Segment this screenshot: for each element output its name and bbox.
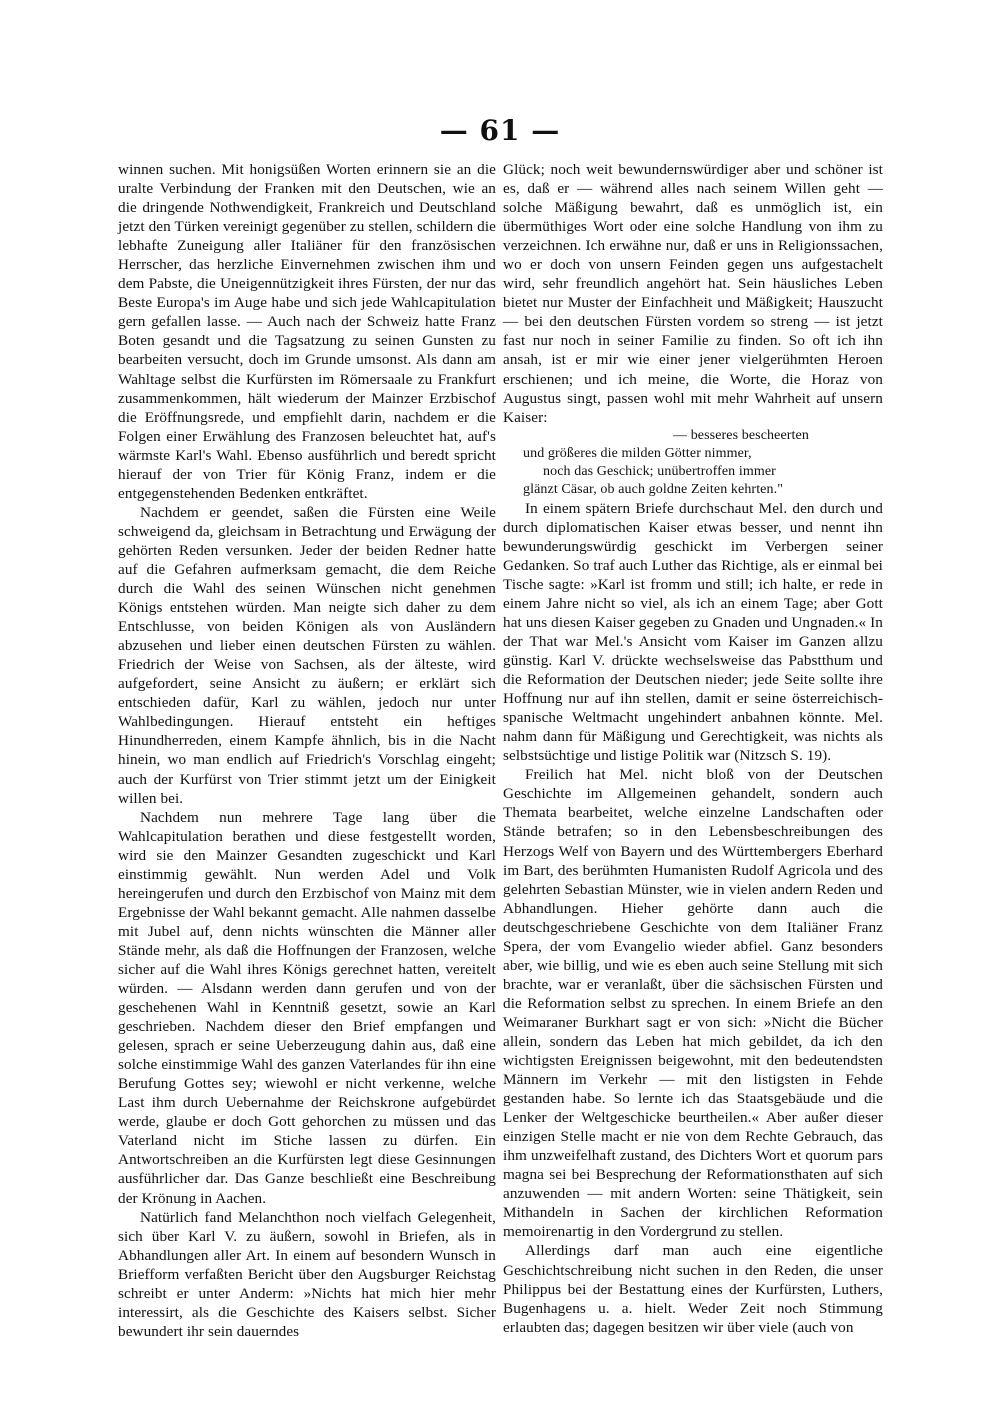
paragraph: Glück; noch weit bewundernswürdiger aber und schöner ist es, daß er — während alles nach seinem Willen geht — solche Mäßigung bewahrt, daß es unmöglich ist, ein übermüthiges Wort oder eine solche Handlung von ihm zu verzeichnen. Ich erwähne nur, daß er uns in Religionssachen, wo er doch von unsern Feinden gegen uns aufgestachelt wird, sehr freundlich angehört hat. Sein häusliches Leben bietet nur Muster der Einfachheit und Mäßigkeit; Hauszucht — bei den deutschen Fürsten vordem so streng — ist jetzt fast nur noch in seiner Familie zu finden. So oft ich ihn ansah, ist er mir wie einer jener vielgerühmten Heroen erschienen; und ich meine, die Worte, die Horaz von Augustus singt, passen wohl mit mehr Wahrheit auf unsern Kaiser: <box>503 161 883 426</box>
verse-quote <box>503 427 883 499</box>
verse-line: und größeres die milden Götter nimmer, <box>523 445 752 461</box>
verse-line: — besseres bescheerten <box>673 427 809 443</box>
paragraph: Nachdem er geendet, saßen die Fürsten eine Weile schweigend da, gleichsam in Betrachtung und Erwägung der gehörten Reden versunken. Jeder der beiden Redner hatte auf die Gefahren aufmerksam gemacht, die dem Reiche durch die Wahl des seinen Wünschen nicht genehmen Königs entstehen würden. Man neigte sich daher zu dem Entschlusse, von beiden Königen als von Ausländern abzusehen und lieber einen deutschen Fürsten zu wählen. Friedrich der Weise von Sachsen, als der älteste, wird aufgefordert, seine Ansicht zu äußern; er erklärt sich entschieden dafür, Karl zu wählen, jedoch nur unter Wahlbedingungen. Hierauf entsteht ein heftiges Hinundherreden, einem Kampfe ähnlich, bis in die Nacht hinein, wo man endlich auf Friedrich's Vorschlag eingeht; auch der Kurfürst von Trier stimmt jetzt um der Einigkeit willen bei. <box>118 503 496 807</box>
paragraph: Freilich hat Mel. nicht bloß von der Deutschen Geschichte im Allgemeinen gehandelt, sondern auch Themata bearbeitet, welche einzelne Landschaften oder Stände betrafen; so in den Lebensbeschreibungen des Herzogs Welf von Bayern und des Württembergers Eberhard im Bart, des berühmten Humanisten Rudolf Agricola und des gelehrten Sebastian Münster, wie in vielen andern Reden und Abhandlungen. Hieher gehörte dann auch die deutschgeschriebene Geschichte von dem Italiäner Franz Spera, der vom Evangelio wieder abfiel. Ganz besonders aber, wie billig, und wie es eben auch seine Stellung mit sich brachte, war er veranlaßt, über die sächsischen Fürsten und die Reformation selbst zu sprechen. In einem Briefe an den Weimaraner Burkhart sagt er von sich: »Nicht die Bücher allein, sondern das Leben hat mich gebildet, da ich den wichtigsten Ereignissen beigewohnt, mit den bedeutendsten Männern im Verkehr — mit den listigsten in Fehde gestanden habe. So lernte ich das Staatsgebäude und die Lenker der Weltgeschicke beurtheilen.« Aber außer dieser einzigen Stelle macht er nie von dem Rechte Gebrauch, das ihm unzweifelhaft zustand, des Dichters Wort et quorum pars magna sei bei Besprechung der Reformationsthaten auf sich anzuwenden — mit andern Worten: seine Thätigkeit, sein Mithandeln in Sachen der kirchlichen Reformation memoirenartig in den Vordergrund zu stellen. <box>503 766 883 1241</box>
paragraph: In einem spätern Briefe durchschaut Mel. den durch und durch diplomatischen Kaiser etwas besser, und nennt ihn bewunderungswürdig geschickt im Verbergen seiner Gedanken. So traf auch Luther das Richtige, als er einmal bei Tische sagte: »Karl ist fromm und still; ich halte, er rede in einem Jahre nicht so viel, als ich an einem Tage; aber Gott hat uns diesen Kaiser gegeben zu Gnaden und Ungnaden.« In der That war Mel.'s Ansicht vom Kaiser im Ganzen allzu günstig. Karl V. drückte wechselsweise das Pabstthum und die Reformation der Deutschen nieder; jede Seite sollte ihre Hoffnung nur auf ihn stellen, damit er seine österreichisch-spanische Weltmacht ungehindert anbahnen könnte. Mel. nahm dann für Mäßigung und Gerechtigkeit, was nichts als selbstsüchtige und listige Politik war (Nitzsch S. 19). <box>503 499 883 765</box>
paragraph: winnen suchen. Mit honigsüßen Worten erinnern sie an die uralte Verbindung der Franken mit den Deutschen, wie an die dringende Nothwendigkeit, Frankreich und Deutschland jetzt den Türken vereinigt gegenüber zu stellen, schildern die lebhafte Zuneigung aller Italiäner für den französischen Herrscher, das herzliche Einvernehmen zwischen ihm und dem Pabste, die Uneigennützigkeit ihres Fürsten, der nur das Beste Europa's im Auge habe und sich jede Wahlcapitulation gern gefallen lasse. — Auch nach der Schweiz hatte Franz Boten gesandt und die Tagsatzung zu seinen Gunsten zu bearbeiten versucht, doch im Grunde umsonst. Als dann am Wahltage selbst die Kurfürsten im Römersaale zu Frankfurt zusammenkommen, hält wiederum der Mainzer Erzbischof die Eröffnungsrede, und empfiehlt darin, nachdem er die Folgen einer Erwählung des Franzosen beleuchtet hat, auf's wärmste Karl's Wahl. Ebenso ausführlich und beredt spricht hierauf der von Trier für König Franz, indem er die entgegenstehenden Bedenken entkräftet. <box>118 161 496 502</box>
verse-line: noch das Geschick; unübertroffen immer <box>543 463 776 479</box>
paragraph: Natürlich fand Melanchthon noch vielfach Gelegenheit, sich über Karl V. zu äußern, sowohl in Briefen, als in Abhandlungen aller Art. In einem auf besondern Wunsch in Briefform verfaßten Bericht über den Augsburger Reichstag schreibt er unter Anderm: »Nichts hat mich hier mehr interessirt, als die Geschichte des Kaisers selbst. Sicher bewundert ihr sein dauerndes <box>118 1208 496 1340</box>
right-column <box>503 160 883 1337</box>
paragraph: Nachdem nun mehrere Tage lang über die Wahlcapitulation berathen und diese festgestellt worden, wird sie den Mainzer Gesandten zugeschickt und Karl einstimmig gewählt. Nun werden Adel und Volk hereingerufen und durch den Erzbischof von Mainz mit dem Ergebnisse der Wahl bekannt gemacht. Alle nahmen dasselbe mit Jubel auf, denn nichts wünschten die Männer aller Stände mehr, als daß die Hoffnungen der Franzosen, welche sicher auf die Wahl ihres Königs gerechnet hatten, vereitelt würden. — Alsdann werden dann gerufen und von der geschehenen Wahl in Kenntniß gesetzt, sowie an Karl geschrieben. Nachdem dieser den Brief empfangen und gelesen, sprach er seine Ueberzeugung dahin aus, daß eine solche einstimmige Wahl des ganzen Vaterlandes für ihn eine Berufung Gottes sey; wiewohl er nicht verkenne, welche Last ihm durch Uebernahme der Reichskrone aufgebürdet werde, glaube er doch Gott gehorchen zu müssen und das Vaterland nicht im Stiche lassen zu dürfen. Ein Antwortschreiben an die Kurfürsten legt diese Gesinnungen ausführlicher dar. Das Ganze beschließt eine Beschreibung der Krönung in Aachen. <box>118 808 496 1207</box>
page-number: — 61 — <box>439 114 561 147</box>
left-column <box>118 160 496 1341</box>
verse-line: glänzt Cäsar, ob auch goldne Zeiten kehrten." <box>523 481 784 497</box>
paragraph: Allerdings darf man auch eine eigentliche Geschichtschreibung nicht suchen in den Reden, die unser Philippus bei der Bestattung eines der Kurfürsten, Luthers, Bugenhagens u. a. hielt. Weder Zeit noch Stimmung erlaubten das; dagegen besitzen wir über viele (auch von <box>503 1242 883 1336</box>
